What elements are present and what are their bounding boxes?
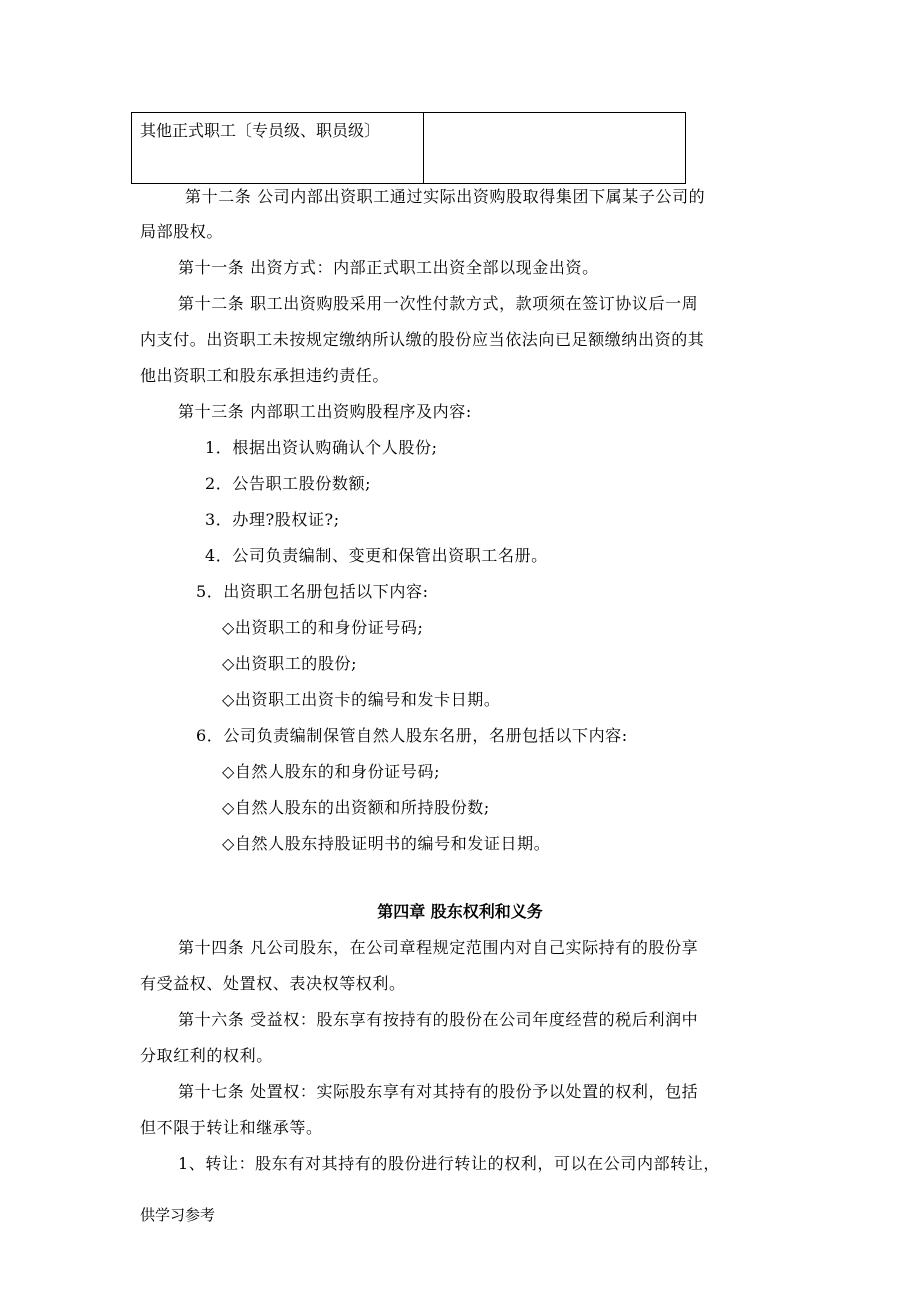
paragraph-line: 分取红利的权利。: [140, 1046, 273, 1065]
paragraph-line: 第十三条 内部职工出资购股程序及内容:: [178, 402, 472, 421]
list-item: 5．出资职工名册包括以下内容:: [196, 582, 429, 601]
paragraph-line: 第十一条 出资方式：内部正式职工出资全部以现金出资。: [178, 258, 599, 277]
paragraph-line: 第十二条 职工出资购股采用一次性付款方式，款项须在签订协议后一周: [178, 294, 699, 313]
paragraph-line: 局部股权。: [140, 222, 224, 241]
paragraph-line: 内支付。出资职工未按规定缴纳所认缴的股份应当依法向已足额缴纳出资的其: [140, 330, 705, 349]
paragraph-line: 第十二条 公司内部出资职工通过实际出资购股取得集团下属某子公司的: [185, 187, 706, 206]
paragraph-line: 1、转让：股东有对其持有的股份进行转让的权利，可以在公司内部转让，: [178, 1154, 720, 1173]
list-item: 1．根据出资认购确认个人股份;: [205, 438, 438, 457]
paragraph-line: 但不限于转让和继承等。: [140, 1118, 323, 1137]
paragraph-line: 有受益权、处置权、表决权等权利。: [140, 974, 406, 993]
table-cell-category: 其他正式职工〔专员级、职员级〕: [132, 113, 424, 183]
table-cell-empty: [424, 113, 685, 183]
list-item: 6．公司负责编制保管自然人股东名册，名册包括以下内容:: [196, 726, 628, 745]
list-item: 4．公司负责编制、变更和保管出资职工名册。: [205, 546, 548, 565]
chapter-heading: 第四章 股东权利和义务: [377, 902, 543, 921]
bullet-item: ◇自然人股东持股证明书的编号和发证日期。: [222, 834, 551, 853]
paragraph-line: 第十七条 处置权：实际股东享有对其持有的股份予以处置的权利，包括: [178, 1082, 699, 1101]
list-item: 2．公告职工股份数额;: [205, 474, 372, 493]
paragraph-line: 第十四条 凡公司股东，在公司章程规定范围内对自己实际持有的股份享: [178, 938, 699, 957]
staff-table: [131, 112, 686, 184]
paragraph-line: 他出资职工和股东承担违约责任。: [140, 366, 390, 385]
paragraph-line: 第十六条 受益权：股东享有按持有的股份在公司年度经营的税后利润中: [178, 1010, 699, 1029]
bullet-item: ◇出资职工的股份;: [222, 654, 358, 673]
bullet-item: ◇自然人股东的出资额和所持股份数;: [222, 798, 490, 817]
page-footer: 供学习参考: [140, 1206, 216, 1224]
list-item: 3．办理?股权证?;: [205, 510, 340, 529]
bullet-item: ◇出资职工的和身份证号码;: [222, 618, 424, 637]
bullet-item: ◇出资职工出资卡的编号和发卡日期。: [222, 690, 501, 709]
bullet-item: ◇自然人股东的和身份证号码;: [222, 762, 441, 781]
